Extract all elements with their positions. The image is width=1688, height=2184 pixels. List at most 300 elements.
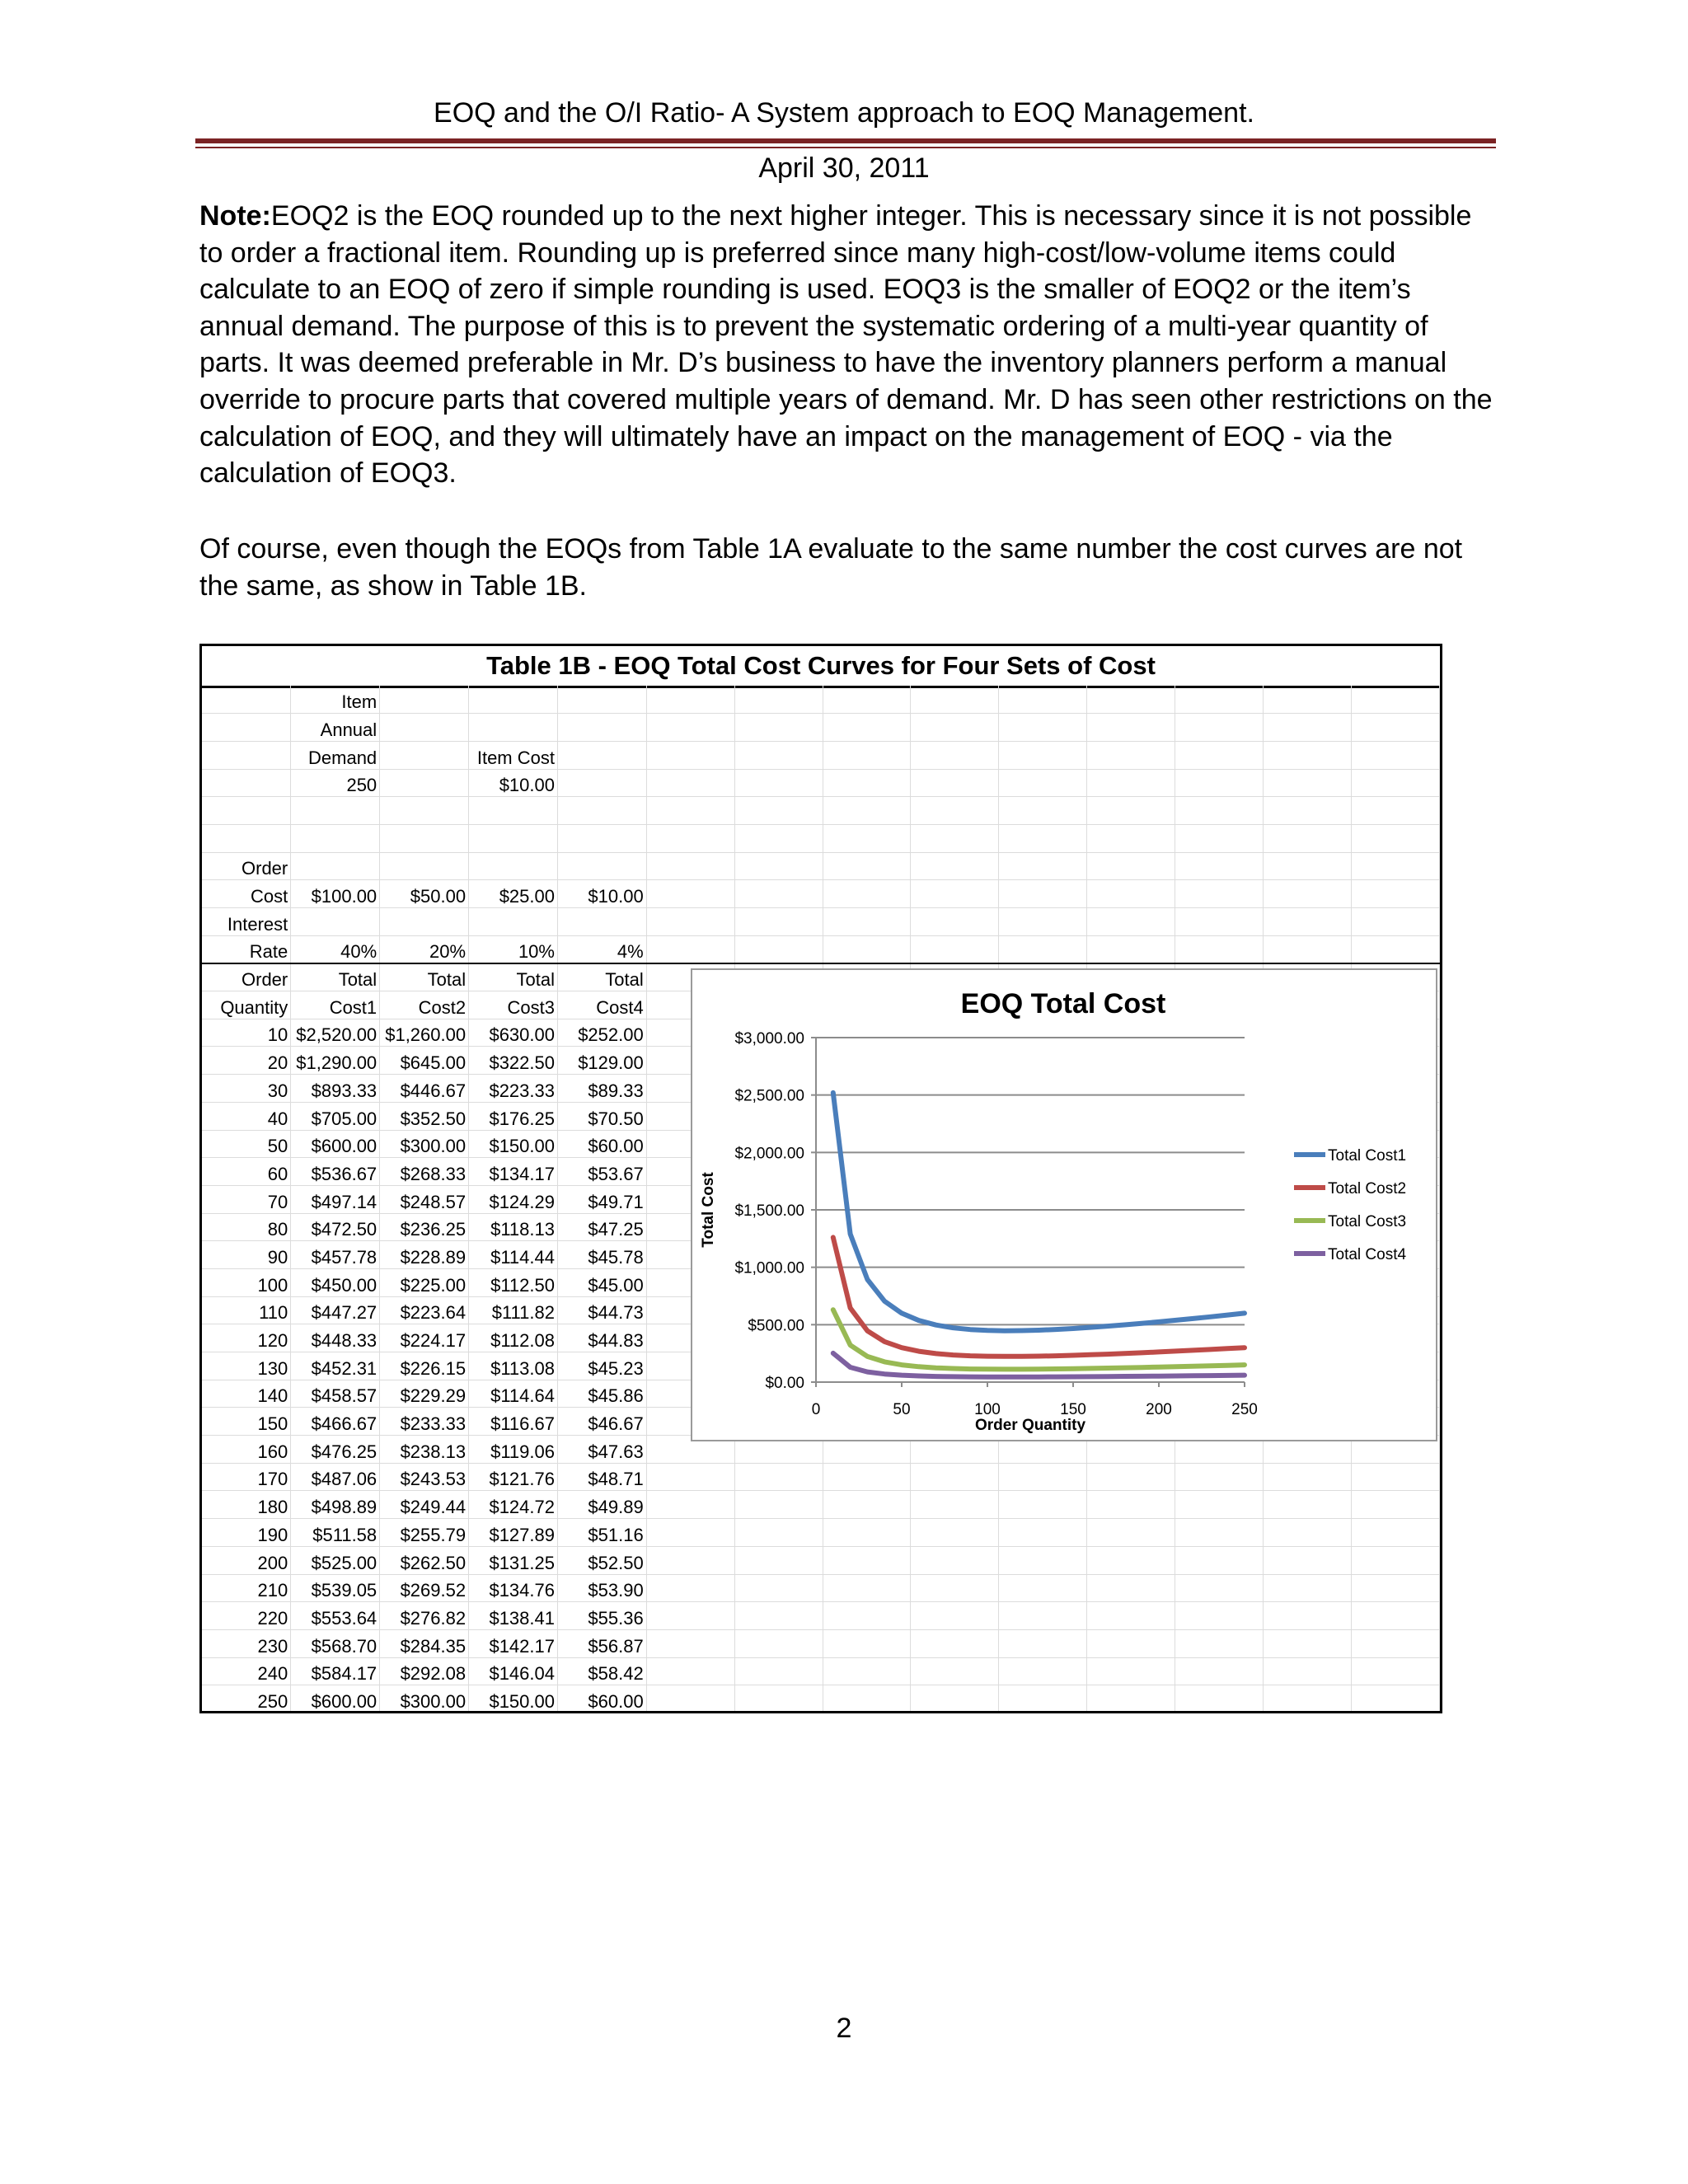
total-cost-cell: $44.73 [557,1296,646,1324]
total-cost-cell: $223.33 [469,1075,558,1103]
empty-cell [557,824,646,852]
data-point-total-cost2 [1243,1346,1247,1350]
empty-cell [1175,686,1264,714]
empty-cell [1264,908,1352,936]
empty-cell [999,1574,1087,1602]
data-point-total-cost3 [934,1366,938,1370]
empty-cell [1087,1491,1175,1519]
total-cost-cell: $121.76 [469,1463,558,1491]
data-point-total-cost3 [986,1367,990,1371]
order-quantity-cell: 150 [202,1408,291,1436]
total-cost-cell: $450.00 [291,1268,380,1296]
empty-cell [380,908,469,936]
demand-label: Item [291,686,380,714]
data-point-total-cost3 [1191,1364,1195,1368]
total-cost-cell: $45.86 [557,1380,646,1408]
empty-cell [823,1629,911,1657]
y-tick-label: $0.00 [765,1375,804,1392]
interest-rate-row [202,935,1440,963]
empty-cell [1087,852,1175,880]
data-point-total-cost1 [934,1323,938,1327]
total-cost-cell: $70.50 [557,1102,646,1130]
data-point-total-cost3 [865,1354,870,1358]
empty-cell [823,1463,911,1491]
total-cost-cell: $536.67 [291,1158,380,1186]
data-point-total-cost2 [1208,1347,1212,1352]
order-quantity-cell: 80 [202,1213,291,1241]
empty-cell [999,852,1087,880]
empty-cell [1175,852,1264,880]
empty-cell [380,714,469,742]
data-point-total-cost3 [1226,1363,1230,1367]
empty-cell [469,797,558,825]
empty-cell [1087,714,1175,742]
column-header: Total [291,963,380,991]
empty-cell [734,1685,823,1713]
data-point-total-cost4 [1191,1374,1195,1378]
order-quantity-cell: 100 [202,1268,291,1296]
empty-cell [646,1491,734,1519]
demand-label: Annual [291,714,380,742]
cost-curves-paragraph: Of course, even though the EOQs from Table 1A evaluate to the same number the cost curves are not the same, as show in Table 1B. [199,533,1463,602]
empty-cell [291,852,380,880]
total-cost-cell: $116.67 [469,1408,558,1436]
column-header: Cost4 [557,991,646,1019]
empty-cell [646,741,734,769]
total-cost-cell: $466.67 [291,1408,380,1436]
data-point-total-cost2 [986,1354,990,1358]
order-quantity-cell: 200 [202,1546,291,1574]
data-point-total-cost2 [883,1339,887,1343]
data-point-total-cost4 [1088,1375,1092,1379]
data-point-total-cost1 [865,1277,870,1282]
empty-cell [734,1657,823,1685]
column-header: Total [380,963,469,991]
empty-cell [734,1463,823,1491]
data-point-total-cost2 [917,1349,921,1353]
column-header: Total [557,963,646,991]
empty-cell [1264,741,1352,769]
empty-cell [999,880,1087,908]
empty-cell [380,824,469,852]
x-tick-label: 200 [1146,1401,1172,1418]
order-cost-value: $25.00 [469,880,558,908]
empty-cell [469,714,558,742]
empty-cell [911,769,999,797]
total-cost-cell: $236.25 [380,1213,469,1241]
column-header: Order [202,963,291,991]
empty-cell [1175,880,1264,908]
empty-cell [1264,852,1352,880]
total-cost-cell: $150.00 [469,1130,558,1158]
empty-cell [1351,880,1439,908]
data-point-total-cost1 [1174,1318,1178,1322]
data-point-total-cost3 [1140,1366,1144,1370]
y-tick-label: $2,000.00 [734,1145,804,1163]
total-cost-cell: $150.00 [469,1685,558,1713]
empty-cell [1264,686,1352,714]
empty-cell [911,1519,999,1547]
column-header: Cost3 [469,991,558,1019]
data-point-total-cost1 [1123,1323,1127,1327]
order-quantity-cell: 240 [202,1657,291,1685]
table-row [202,1491,1440,1519]
legend-label: Total Cost3 [1328,1213,1407,1230]
empty-cell [999,824,1087,852]
data-point-total-cost3 [1037,1367,1041,1371]
total-cost-cell: $300.00 [380,1130,469,1158]
empty-cell [1175,714,1264,742]
empty-cell [823,686,911,714]
data-point-total-cost3 [1020,1367,1024,1371]
order-quantity-cell: 90 [202,1241,291,1269]
data-point-total-cost1 [1208,1315,1212,1319]
x-tick-label: 100 [974,1401,1001,1418]
total-cost-cell: $58.42 [557,1657,646,1685]
empty-cell [999,686,1087,714]
empty-cell [646,1657,734,1685]
empty-cell [380,769,469,797]
total-cost-cell: $252.00 [557,1019,646,1047]
total-cost-cell: $114.44 [469,1241,558,1269]
empty-cell [1175,1574,1264,1602]
empty-cell [646,1685,734,1713]
data-point-total-cost1 [1088,1325,1092,1329]
empty-cell [1175,769,1264,797]
total-cost-cell: $249.44 [380,1491,469,1519]
total-cost-cell: $233.33 [380,1408,469,1436]
chart-svg [692,970,1439,1443]
empty-cell [1351,1574,1439,1602]
empty-cell [734,1491,823,1519]
data-point-total-cost1 [1020,1329,1024,1333]
empty-cell [646,880,734,908]
y-axis-label: Total Cost [700,1172,717,1248]
data-point-total-cost2 [1071,1353,1076,1357]
total-cost-cell: $300.00 [380,1685,469,1713]
empty-cell [646,908,734,936]
total-cost-cell: $476.25 [291,1436,380,1464]
data-point-total-cost1 [968,1328,973,1332]
empty-cell [202,686,291,714]
empty-cell [734,1602,823,1630]
total-cost-cell: $45.23 [557,1352,646,1380]
empty-cell [1264,797,1352,825]
total-cost-cell: $89.33 [557,1075,646,1103]
empty-cell [1264,1574,1352,1602]
data-point-total-cost4 [1226,1373,1230,1377]
empty-cell [557,908,646,936]
total-cost-cell: $56.87 [557,1629,646,1657]
data-point-total-cost2 [831,1235,835,1240]
data-point-total-cost1 [1071,1327,1076,1331]
empty-cell [1264,714,1352,742]
empty-cell [1087,1602,1175,1630]
total-cost-cell: $268.33 [380,1158,469,1186]
empty-cell [1264,935,1352,963]
empty-cell [911,1602,999,1630]
total-cost-cell: $55.36 [557,1602,646,1630]
order-quantity-cell: 220 [202,1602,291,1630]
data-point-total-cost3 [1105,1366,1109,1371]
total-cost-cell: $52.50 [557,1546,646,1574]
empty-cell [999,1657,1087,1685]
demand-label: Demand [291,741,380,769]
empty-cell [1175,1657,1264,1685]
total-cost-cell: $352.50 [380,1102,469,1130]
empty-cell [469,908,558,936]
empty-cell [1264,1685,1352,1713]
order-cost-label-row [202,852,1440,880]
data-point-total-cost4 [1157,1374,1161,1378]
empty-cell [999,1685,1087,1713]
total-cost-cell: $124.29 [469,1185,558,1213]
order-cost-value: $10.00 [557,880,646,908]
data-point-total-cost4 [1071,1375,1076,1379]
empty-cell [999,797,1087,825]
empty-cell [1351,824,1439,852]
x-tick-label: 50 [893,1401,911,1418]
empty-cell [823,1519,911,1547]
total-cost-cell: $226.15 [380,1352,469,1380]
order-quantity-cell: 30 [202,1075,291,1103]
data-point-total-cost1 [986,1329,990,1333]
total-cost-cell: $112.08 [469,1324,558,1352]
data-point-total-cost4 [951,1375,955,1379]
y-tick-label: $1,500.00 [734,1202,804,1220]
total-cost-cell: $487.06 [291,1463,380,1491]
empty-cell [823,741,911,769]
order-cost-row [202,880,1440,908]
total-cost-cell: $269.52 [380,1574,469,1602]
empty-cell [1351,908,1439,936]
data-point-total-cost4 [883,1372,887,1376]
data-point-total-cost2 [1105,1352,1109,1357]
empty-cell [1264,1546,1352,1574]
total-cost-cell: $539.05 [291,1574,380,1602]
data-point-total-cost3 [1157,1365,1161,1369]
empty-cell [1351,1491,1439,1519]
empty-cell [734,935,823,963]
empty-cell [202,741,291,769]
data-point-total-cost4 [1105,1375,1109,1379]
data-point-total-cost2 [1020,1354,1024,1358]
empty-cell [911,797,999,825]
y-tick-label: $500.00 [748,1317,804,1335]
empty-cell [734,1629,823,1657]
empty-cell [1351,1602,1439,1630]
empty-cell [646,1463,734,1491]
x-axis-label: Order Quantity [974,1417,1086,1434]
y-tick-label: $1,000.00 [734,1259,804,1277]
demand-label-row-2 [202,714,1440,742]
empty-cell [291,824,380,852]
interest-rate-value: 20% [380,935,469,963]
empty-cell [734,769,823,797]
data-point-total-cost4 [900,1373,904,1377]
table-row [202,1546,1440,1574]
data-point-total-cost4 [986,1375,990,1379]
total-cost-cell: $893.33 [291,1075,380,1103]
order-quantity-cell: 40 [202,1102,291,1130]
total-cost-cell: $238.13 [380,1436,469,1464]
total-cost-cell: $127.89 [469,1519,558,1547]
total-cost-cell: $645.00 [380,1047,469,1075]
empty-cell [999,714,1087,742]
column-header: Quantity [202,991,291,1019]
empty-cell [823,1491,911,1519]
empty-cell [380,852,469,880]
empty-cell [1087,1574,1175,1602]
data-point-total-cost2 [900,1346,904,1350]
document-header-title: EOQ and the O/I Ratio- A System approach to EOQ Management. [434,97,1254,129]
empty-cell [734,797,823,825]
total-cost-cell: $276.82 [380,1602,469,1630]
table-row [202,1463,1440,1491]
empty-cell [1351,686,1439,714]
data-point-total-cost4 [1208,1374,1212,1378]
data-point-total-cost4 [917,1374,921,1378]
total-cost-cell: $60.00 [557,1130,646,1158]
empty-cell [911,824,999,852]
data-point-total-cost4 [1037,1375,1041,1379]
data-point-total-cost2 [968,1354,973,1358]
data-point-total-cost4 [968,1375,973,1379]
blank-row [202,824,1440,852]
data-point-total-cost4 [1123,1375,1127,1379]
empty-cell [1087,741,1175,769]
total-cost-cell: $47.25 [557,1213,646,1241]
interest-rate-value: 40% [291,935,380,963]
empty-cell [646,1574,734,1602]
empty-cell [1351,797,1439,825]
data-point-total-cost3 [1088,1366,1092,1371]
empty-cell [1175,1463,1264,1491]
empty-cell [734,1574,823,1602]
empty-cell [646,935,734,963]
empty-cell [911,880,999,908]
item-cost-value: $10.00 [469,769,558,797]
empty-cell [911,1574,999,1602]
data-point-total-cost4 [831,1351,835,1355]
total-cost-cell: $44.83 [557,1324,646,1352]
table-row [202,1629,1440,1657]
empty-cell [202,714,291,742]
empty-cell [1087,880,1175,908]
total-cost-cell: $45.00 [557,1268,646,1296]
empty-cell [380,741,469,769]
total-cost-cell: $243.53 [380,1463,469,1491]
empty-cell [557,852,646,880]
data-point-total-cost3 [1208,1364,1212,1368]
total-cost-cell: $146.04 [469,1657,558,1685]
note-label: Note: [199,200,271,232]
empty-cell [911,741,999,769]
empty-cell [1175,741,1264,769]
empty-cell [734,741,823,769]
empty-cell [1351,1657,1439,1685]
table-row [202,1519,1440,1547]
empty-cell [734,686,823,714]
total-cost-cell: $49.71 [557,1185,646,1213]
total-cost-cell: $114.64 [469,1380,558,1408]
empty-cell [734,714,823,742]
interest-rate-value: 4% [557,935,646,963]
total-cost-cell: $113.08 [469,1352,558,1380]
total-cost-cell: $497.14 [291,1185,380,1213]
data-point-total-cost4 [1002,1375,1006,1379]
total-cost-cell: $1,290.00 [291,1047,380,1075]
total-cost-cell: $225.00 [380,1268,469,1296]
total-cost-cell: $53.90 [557,1574,646,1602]
total-cost-cell: $46.67 [557,1408,646,1436]
page-number: 2 [836,2013,852,2044]
total-cost-cell: $452.31 [291,1352,380,1380]
empty-cell [911,1463,999,1491]
data-point-total-cost4 [934,1375,938,1379]
data-point-total-cost1 [951,1326,955,1330]
interest-label: Interest [202,908,291,936]
data-point-total-cost3 [1002,1367,1006,1371]
empty-cell [469,686,558,714]
empty-cell [911,908,999,936]
empty-cell [646,824,734,852]
order-quantity-cell: 140 [202,1380,291,1408]
empty-cell [646,1519,734,1547]
demand-label-row-1 [202,686,1440,714]
empty-cell [999,908,1087,936]
empty-cell [1351,935,1439,963]
data-point-total-cost3 [1174,1365,1178,1369]
empty-cell [734,1519,823,1547]
total-cost-cell: $2,520.00 [291,1019,380,1047]
total-cost-cell: $124.72 [469,1491,558,1519]
x-tick-label: 250 [1231,1401,1258,1418]
empty-cell [823,1574,911,1602]
eoq-total-cost-chart [691,968,1437,1441]
data-point-total-cost2 [1088,1352,1092,1357]
total-cost-cell: $511.58 [291,1519,380,1547]
empty-cell [823,935,911,963]
order-quantity-cell: 160 [202,1436,291,1464]
empty-cell [1175,1491,1264,1519]
empty-cell [823,769,911,797]
empty-cell [1264,1463,1352,1491]
empty-cell [1175,1519,1264,1547]
data-point-total-cost3 [1071,1366,1076,1371]
total-cost-cell: $705.00 [291,1102,380,1130]
total-cost-cell: $447.27 [291,1296,380,1324]
empty-cell [1087,935,1175,963]
empty-cell [291,797,380,825]
empty-cell [1175,1602,1264,1630]
data-point-total-cost3 [831,1308,835,1312]
total-cost-cell: $131.25 [469,1546,558,1574]
empty-cell [380,797,469,825]
total-cost-cell: $255.79 [380,1519,469,1547]
empty-cell [911,852,999,880]
data-point-total-cost2 [848,1306,852,1310]
empty-cell [1264,1519,1352,1547]
empty-cell [734,908,823,936]
total-cost-cell: $138.41 [469,1602,558,1630]
data-point-total-cost1 [883,1299,887,1303]
total-cost-cell: $600.00 [291,1685,380,1713]
empty-cell [646,769,734,797]
x-tick-label: 150 [1060,1401,1086,1418]
total-cost-cell: $51.16 [557,1519,646,1547]
empty-cell [734,1546,823,1574]
